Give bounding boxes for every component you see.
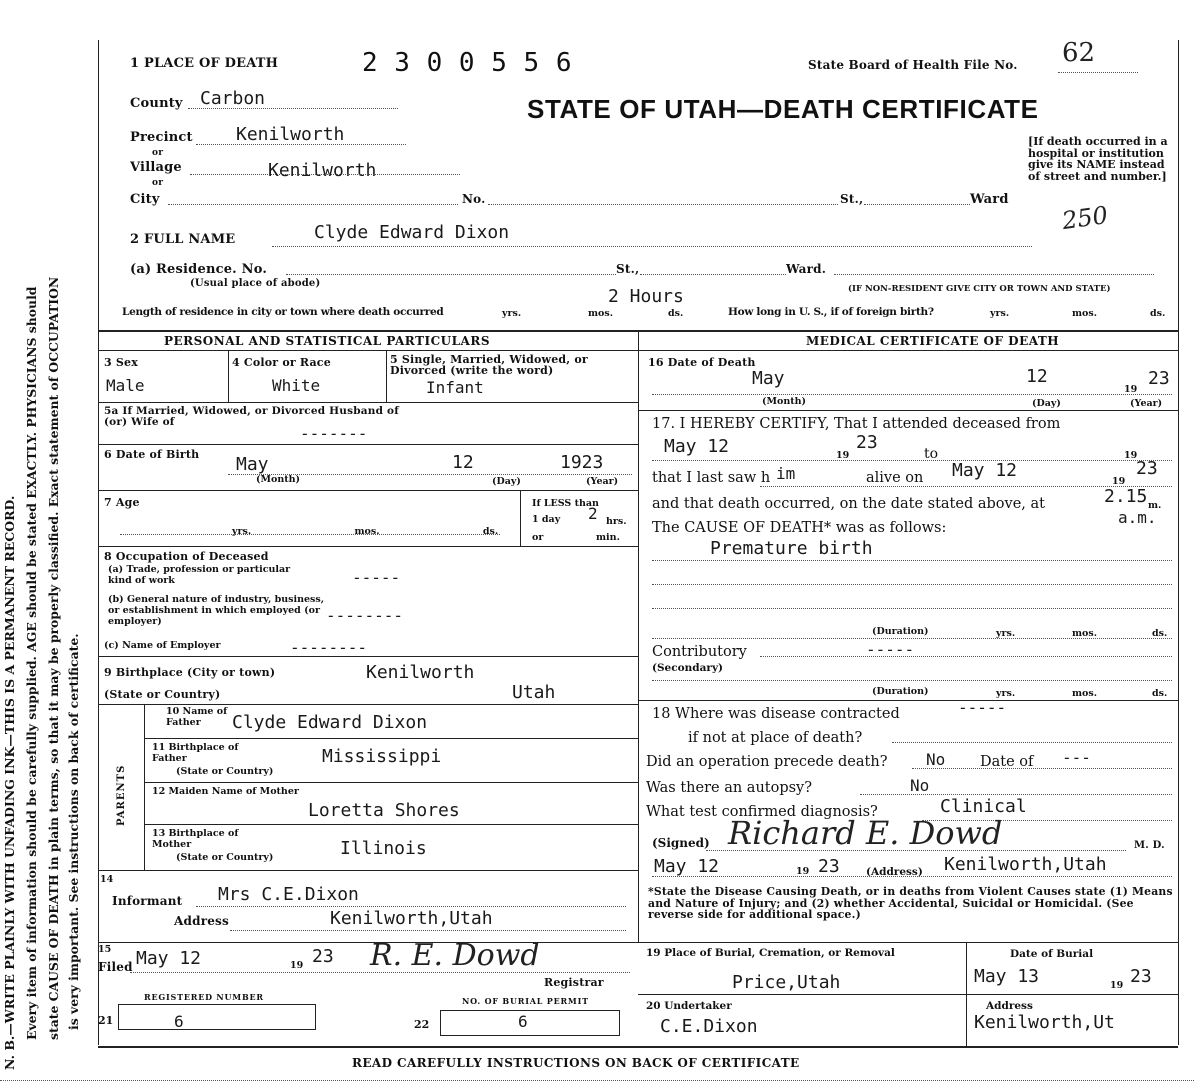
test-value: Clinical [940,796,1027,817]
father-value: Clyde Edward Dixon [232,712,428,733]
mother-bp-value: Illinois [340,838,427,859]
or-label-1: or [152,148,164,158]
burial-permit-value: 6 [518,1012,528,1031]
state-value: Utah [512,682,556,703]
burial-19: 19 [1110,980,1124,991]
duration-2-ds: ds. [1152,688,1168,699]
mother-bp-label: 13 Birthplace of Mother [152,828,239,850]
duration-1-label: (Duration) [872,626,929,637]
father-label: 10 Name of Father [166,706,228,728]
full-name-label: 2 FULL NAME [130,232,236,247]
residence-st-label: St., [616,262,640,276]
file-no-value: 62 [1062,38,1096,68]
file-no-label: State Board of Health File No. [808,58,1018,72]
informant-address-label: Address [174,914,229,928]
undertaker-address-value: Kenilworth,Ut [974,1012,1115,1033]
contributory-line [760,656,1172,657]
row-line-sex [98,402,638,403]
num-21: 21 [98,1014,114,1027]
margin-note-4: is very important. See instructions on back of certificate. [66,633,81,1030]
reg-number-value: 6 [174,1012,184,1031]
precinct-line [196,144,406,145]
age-less-divider [520,490,521,546]
color-value: White [272,376,321,395]
duration-2-yrs: yrs. [996,688,1016,699]
dod-year-cap: (Year) [1130,398,1163,409]
residence-st-line [640,274,786,275]
dod-day: 12 [1026,366,1048,387]
sign-address-label: (Address) [866,866,923,878]
last-saw-label: that I last saw h [652,470,771,486]
village-line [190,174,460,175]
alive-year: 23 [1136,458,1158,479]
cause-line-3 [652,608,1172,609]
duration-1-line [652,638,1172,639]
row-line-contributory [638,700,1178,701]
attended-line [652,460,1172,461]
physician-signature: Richard E. Dowd [728,814,1003,852]
sex-value: Male [106,376,145,395]
margin-note-2: Every item of information should be carefully supplied. AGE should be stated EXACTLY. PHYSICIANS should [24,286,39,1040]
mother-label: 12 Maiden Name of Mother [152,786,299,797]
frame-left-border [98,40,99,1045]
length-ds: ds. [668,308,684,319]
alive-label: alive on [866,470,924,486]
burial-place-value: Price,Utah [732,972,841,993]
dod-day-cap: (Day) [1032,398,1061,409]
row-line-mother [144,824,638,825]
undertaker-address-label: Address [986,1000,1033,1012]
or-label-2: or [152,178,164,188]
precinct-label: Precinct [130,130,193,145]
length-yrs: yrs. [502,308,522,319]
signed-line [706,850,1126,851]
dod-month-cap: (Month) [762,396,807,407]
attended-from-value: May 12 [664,436,730,457]
attended-from-19: 19 [836,450,850,461]
burial-year-value: 23 [1130,966,1152,987]
residence-sub: (Usual place of abode) [190,278,321,289]
registrar-signature: R. E. Dowd [370,938,540,973]
village-label: Village [130,160,182,175]
dob-day-cap: (Day) [492,476,521,487]
undertaker-label: 20 Undertaker [646,1000,732,1012]
foreign-yrs: yrs. [990,308,1010,319]
city-no-label: No. [462,192,486,206]
dod-label: 16 Date of Death [648,356,756,369]
cause-value: Premature birth [710,538,873,559]
margin-note-1: N. B.—WRITE PLAINLY WITH UNFADING INK—THIS IS A PERMANENT RECORD. [2,495,17,1070]
birthplace-value: Kenilworth [366,662,475,683]
occupation-a-value: ----- [352,568,401,587]
residence-ward-label: Ward. [786,262,827,276]
father-bp-value: Mississippi [322,746,442,767]
section-header-line [98,350,1178,351]
city-line [168,204,458,205]
less-hrs: hrs. [606,516,627,527]
sex-color-divider [228,350,229,402]
father-bp-label: 11 Birthplace of Father [152,742,239,764]
sign-date-line [652,876,1172,877]
less-label: If LESS than [532,498,599,509]
burial-permit-box [440,1010,620,1036]
residence-ward-line [834,274,1154,275]
age-label: 7 Age [104,496,140,509]
middle-divider [638,330,639,942]
sign-19: 19 [796,866,810,877]
occupation-label: 8 Occupation of Deceased [104,550,269,563]
operation-label: Did an operation precede death? [646,754,888,770]
alive-19: 19 [1112,476,1126,487]
county-line [188,108,398,109]
residence-line [286,274,616,275]
informant-value: Mrs C.E.Dixon [218,884,359,905]
dod-line [652,394,1172,395]
burial-place-label: 19 Place of Burial, Cremation, or Removal [646,947,895,959]
footer-instructions: READ CAREFULLY INSTRUCTIONS ON BACK OF CERTIFICATE [352,1056,800,1070]
less-hrs-value: 2 [588,504,598,523]
operation-line [912,768,1172,769]
informant-address-line [230,930,626,931]
duration-1-yrs: yrs. [996,628,1016,639]
occurred-label: and that death occurred, on the date stated above, at [652,496,1045,512]
burial-date-label: Date of Burial [1010,948,1094,960]
city-no-line [488,204,838,205]
row-line-spouse [98,444,638,445]
dob-month: May [236,454,269,475]
filed-19: 19 [290,960,304,971]
reg-number-label: REGISTERED NUMBER [144,992,264,1002]
dod-month: May [752,368,785,389]
operation-value: No [926,750,946,769]
length-label: Length of residence in city or town where death occurred [122,306,444,318]
num-14: 14 [100,874,114,885]
foreign-ds: ds. [1150,308,1166,319]
row-line-age [98,546,638,547]
county-label: County [130,96,183,111]
length-mos: mos. [588,308,614,319]
sex-label: 3 Sex [104,356,138,369]
informant-label: Informant [112,894,183,908]
certificate-number: 2 3 0 0 5 5 6 [362,48,572,78]
last-saw-value: im [776,464,796,483]
state-disease-note: *State the Disease Causing Death, or in deaths from Violent Causes state (1) Means and Nature of Injury; and (2) whether Accidental, Suicidal or Homicidal. (See reverse side for additional space.) [648,885,1173,921]
occupation-b-value: -------- [326,606,404,625]
row-line-dod [638,410,1178,411]
personal-section-title: PERSONAL AND STATISTICAL PARTICULARS [164,334,491,348]
color-label: 4 Color or Race [232,356,331,369]
occupation-b-label: (b) General nature of industry, business, or establishment in which employed (or employer) [108,594,325,627]
page-title: STATE OF UTAH—DEATH CERTIFICATE [527,94,1039,124]
date-of-label: Date of [980,754,1034,770]
burial-date-value: May 13 [974,966,1040,987]
birthplace-label: 9 Birthplace (City or town) [104,666,276,679]
duration-1-ds: ds. [1152,628,1168,639]
dod-19: 19 [1124,384,1138,395]
occupation-a-label: (a) Trade, profession or particular kind of work [108,564,291,586]
place-of-death-label: 1 PLACE OF DEATH [130,56,279,71]
spouse-value: ------- [300,424,368,443]
nonresident-note: (IF NON-RESIDENT GIVE CITY OR TOWN AND STATE) [848,284,1111,294]
informant-line [196,906,626,907]
hospital-note: [If death occurred in a hospital or institution give its NAME instead of street and number.] [1028,135,1168,183]
parents-divider [144,704,145,870]
date-of-value: --- [1062,748,1091,767]
foreign-label: How long in U. S., if of foreign birth? [728,306,934,318]
dob-label: 6 Date of Birth [104,448,200,461]
father-bp-sub: (State or Country) [176,766,274,777]
time-m: m. [1148,500,1162,511]
burial-divider [966,942,967,994]
parents-label: PARENTS [116,764,127,826]
frame-right-border [1178,40,1179,1045]
attended-from-year: 23 [856,432,878,453]
margin-note-3: state CAUSE OF DEATH in plain terms, so that it may be properly classified. Exact statement of OCCUPATION [46,276,61,1040]
duration-1-mos: mos. [1072,628,1098,639]
q18-value: ----- [958,698,1007,717]
less-min: min. [596,532,620,543]
cause-line-1 [652,560,1172,561]
bottom-dotted-edge [0,1080,1194,1081]
contributory-value: ----- [866,640,915,659]
md-label: M. D. [1134,840,1165,851]
certify-label: 17. I HEREBY CERTIFY, That I attended deceased from [652,416,1061,432]
autopsy-label: Was there an autopsy? [646,780,813,796]
row-line-informant [98,942,1178,943]
filed-year: 23 [312,946,334,967]
length-value: 2 Hours [608,286,684,307]
row-line-parents-bottom [98,870,638,871]
q18-label: 18 Where was disease contracted [652,706,900,722]
time-value: 2.15 [1104,486,1148,507]
q18-sub: if not at place of death? [688,730,863,746]
sign-address-value: Kenilworth,Utah [944,854,1107,875]
burial-permit-label: NO. OF BURIAL PERMIT [462,996,589,1006]
city-ward-label: Ward [970,192,1009,207]
village-value: Kenilworth [268,160,377,181]
mother-bp-sub: (State or Country) [176,852,274,863]
contributory-line-2 [652,680,1172,681]
filed-line [130,972,630,973]
test-label: What test confirmed diagnosis? [646,804,878,820]
dob-year: 1923 [560,452,604,473]
informant-address-value: Kenilworth,Utah [330,908,493,929]
residence-label: (a) Residence. No. [130,262,268,277]
age-units: yrs. mos. ds. [232,526,499,537]
sign-date-value: May 12 [654,856,720,877]
sign-year-value: 23 [818,856,840,877]
dob-year-cap: (Year) [586,476,619,487]
q18-line [892,742,1172,743]
row-line-father [144,738,638,739]
less-or: or [532,532,544,543]
occupation-c-label: (c) Name of Employer [104,640,221,651]
occupation-c-value: -------- [290,638,368,657]
file-no-line [1058,72,1138,73]
contributory-label: Contributory [652,644,747,660]
row-line-birthplace [98,704,638,705]
state-label: (State or Country) [104,688,221,701]
city-label: City [130,192,160,207]
medical-section-title: MEDICAL CERTIFICATE OF DEATH [806,334,1060,348]
row-line-occupation [98,656,638,657]
reg-number-box [118,1004,316,1030]
duration-2-mos: mos. [1072,688,1098,699]
row-line-burial [638,994,1178,995]
city-st-line [864,204,970,205]
filed-label: Filed [98,960,133,974]
autopsy-value: No [910,776,930,795]
am-value: a.m. [1118,508,1157,527]
secondary-label: (Secondary) [652,662,724,674]
city-st-label: St., [840,192,864,206]
handwritten-number: 250 [1060,200,1110,236]
color-marital-divider [386,350,387,402]
county-value: Carbon [200,88,266,109]
attended-to-label: to [924,446,939,462]
num-22: 22 [414,1018,430,1031]
foreign-mos: mos. [1072,308,1098,319]
row-line-father-bp [144,782,638,783]
registrar-label: Registrar [544,976,604,989]
alive-value: May 12 [952,460,1018,481]
footer-top-line [98,1046,1178,1048]
marital-value: Infant [426,378,484,397]
undertaker-value: C.E.Dixon [660,1016,758,1037]
full-name-line [272,246,1032,247]
dod-year: 23 [1148,368,1170,389]
less-day: 1 day [532,514,561,525]
undertaker-divider [966,994,967,1046]
dob-month-cap: (Month) [256,474,301,485]
precinct-value: Kenilworth [236,124,345,145]
full-name-value: Clyde Edward Dixon [314,222,510,243]
autopsy-line [860,794,1172,795]
mother-value: Loretta Shores [308,800,460,821]
cause-line-2 [652,584,1172,585]
row-line-dob [98,490,638,491]
cause-label: The CAUSE OF DEATH* was as follows: [652,520,947,536]
attended-to-19: 19 [1124,450,1138,461]
marital-label: 5 Single, Married, Widowed, or Divorced (write the word) [390,353,588,377]
num-15: 15 [98,944,112,955]
filed-value: May 12 [136,948,202,969]
duration-2-label: (Duration) [872,686,929,697]
signed-label: (Signed) [652,836,710,850]
dob-day: 12 [452,452,474,473]
spouse-label: 5a If Married, Widowed, or Divorced Husband of (or) Wife of [104,405,399,428]
